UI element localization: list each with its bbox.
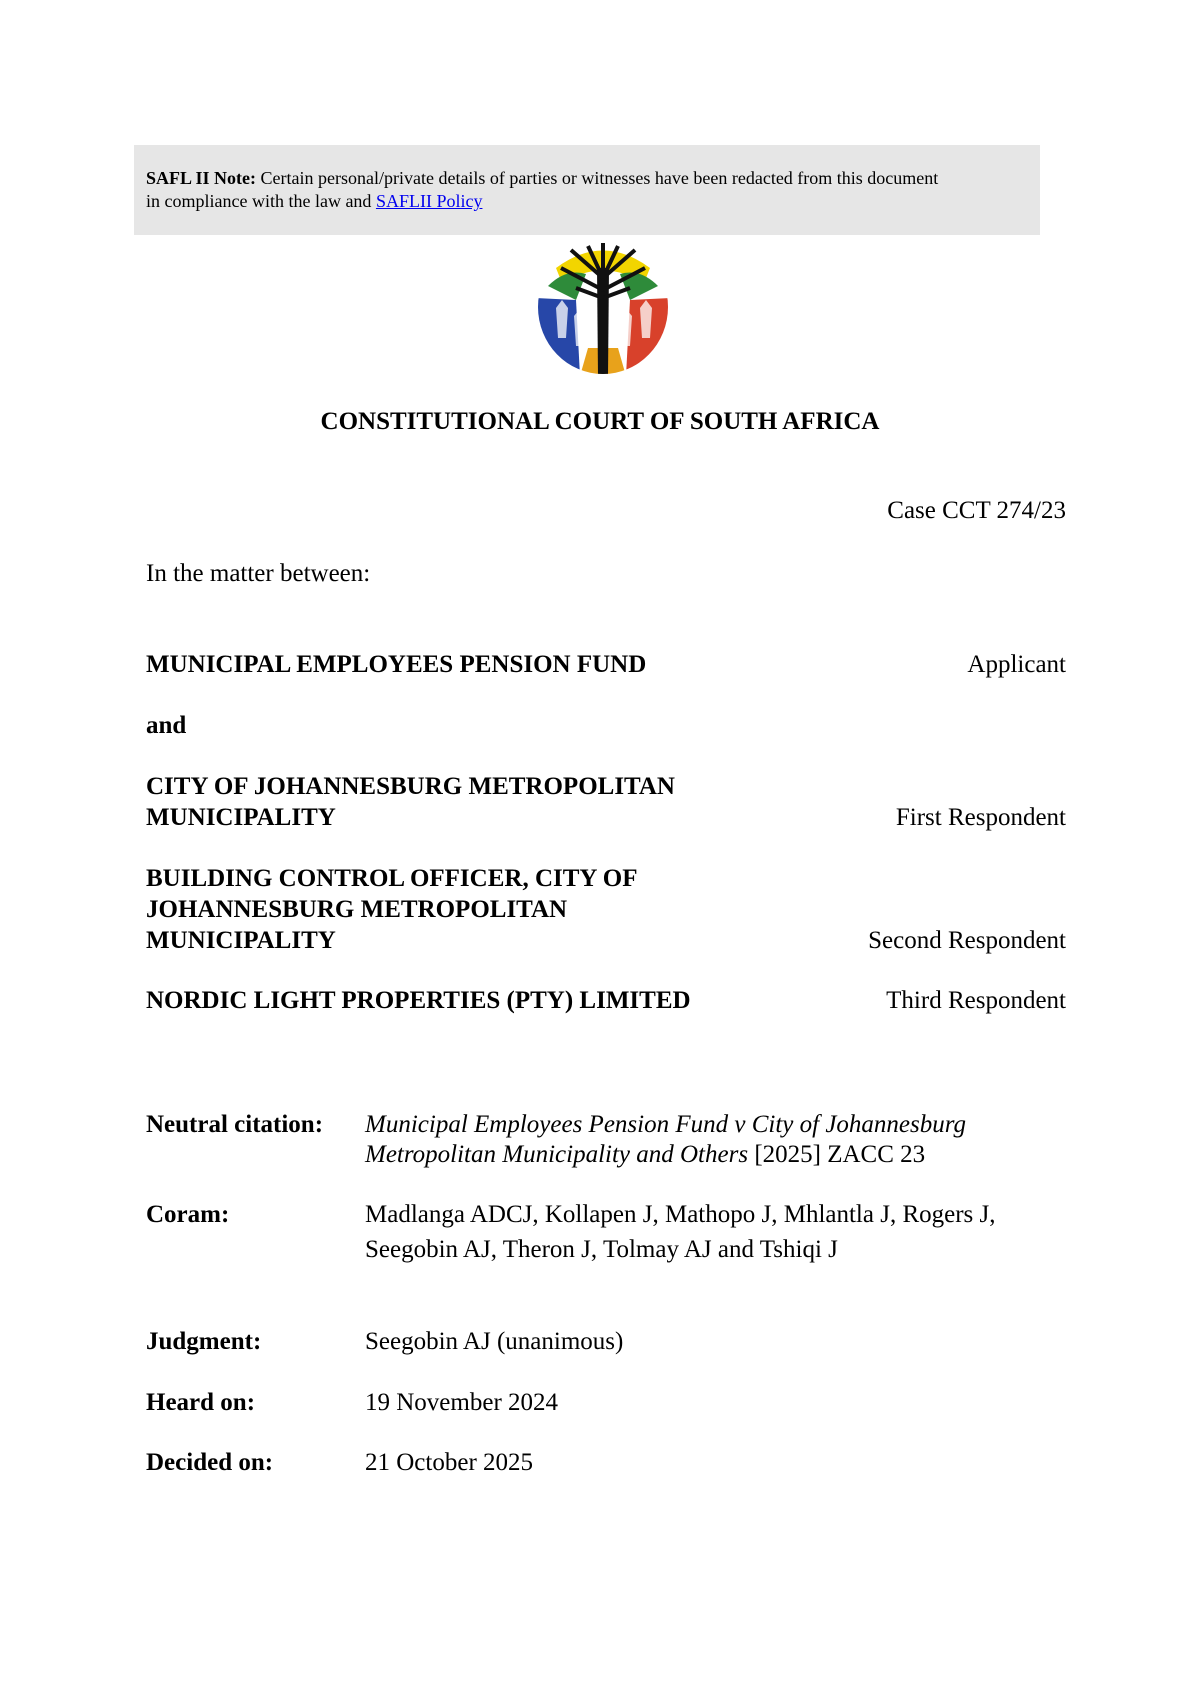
- saflii-policy-link[interactable]: SAFLII Policy: [375, 191, 483, 211]
- court-title: CONSTITUTIONAL COURT OF SOUTH AFRICA: [320, 408, 880, 435]
- decided-label: Decided on:: [146, 1449, 274, 1476]
- first-respondent-name-line-1: CITY OF JOHANNESBURG METROPOLITAN: [146, 773, 675, 800]
- second-respondent-name-line-2: JOHANNESBURG METROPOLITAN: [146, 896, 568, 923]
- case-number: Case CCT 274/23: [887, 497, 1066, 524]
- third-respondent-name: NORDIC LIGHT PROPERTIES (PTY) LIMITED: [146, 987, 691, 1014]
- second-respondent-name-line-1: BUILDING CONTROL OFFICER, CITY OF: [146, 865, 638, 892]
- matter-intro: In the matter between:: [146, 560, 371, 587]
- citation-label: Neutral citation:: [146, 1111, 324, 1138]
- note-text-2: in compliance with the law and: [146, 191, 372, 211]
- heard-label: Heard on:: [146, 1389, 256, 1416]
- and-connector: and: [146, 712, 187, 739]
- second-respondent-role: Second Respondent: [868, 927, 1066, 954]
- judgment-label: Judgment:: [146, 1328, 262, 1355]
- note-label: SAFL II Note:: [146, 168, 257, 188]
- applicant-role: Applicant: [967, 651, 1066, 678]
- judgment-value: Seegobin AJ (unanimous): [365, 1328, 624, 1355]
- first-respondent-role: First Respondent: [895, 804, 1066, 831]
- citation-suffix: [2025] ZACC 23: [748, 1141, 926, 1168]
- applicant-name: MUNICIPAL EMPLOYEES PENSION FUND: [146, 651, 647, 678]
- constitutional-court-logo-icon: [536, 238, 670, 376]
- saflii-note: [134, 145, 1040, 235]
- decided-value: 21 October 2025: [365, 1449, 534, 1476]
- coram-line-1: Madlanga ADCJ, Kollapen J, Mathopo J, Mhlantla J, Rogers J,: [365, 1201, 996, 1228]
- note-line-1: [146, 167, 1028, 190]
- coram-line-2: Seegobin AJ, Theron J, Tolmay AJ and Tshiqi J: [365, 1236, 838, 1263]
- citation-line-1: [365, 1110, 1065, 1140]
- third-respondent-role: Third Respondent: [886, 987, 1066, 1014]
- note-line-2: [146, 190, 1028, 213]
- first-respondent-name-line-2: MUNICIPALITY: [146, 804, 336, 831]
- second-respondent-name-line-3: MUNICIPALITY: [146, 927, 336, 954]
- coram-label: Coram:: [146, 1201, 230, 1228]
- citation-italic-1: Municipal Employees Pension Fund v City of Johannesburg: [365, 1111, 967, 1138]
- citation-line-2: [365, 1140, 1065, 1170]
- heard-value: 19 November 2024: [365, 1389, 559, 1416]
- citation-italic-2: Metropolitan Municipality and Others: [365, 1141, 749, 1168]
- note-text-1: Certain personal/private details of parties or witnesses have been redacted from this document: [260, 168, 939, 188]
